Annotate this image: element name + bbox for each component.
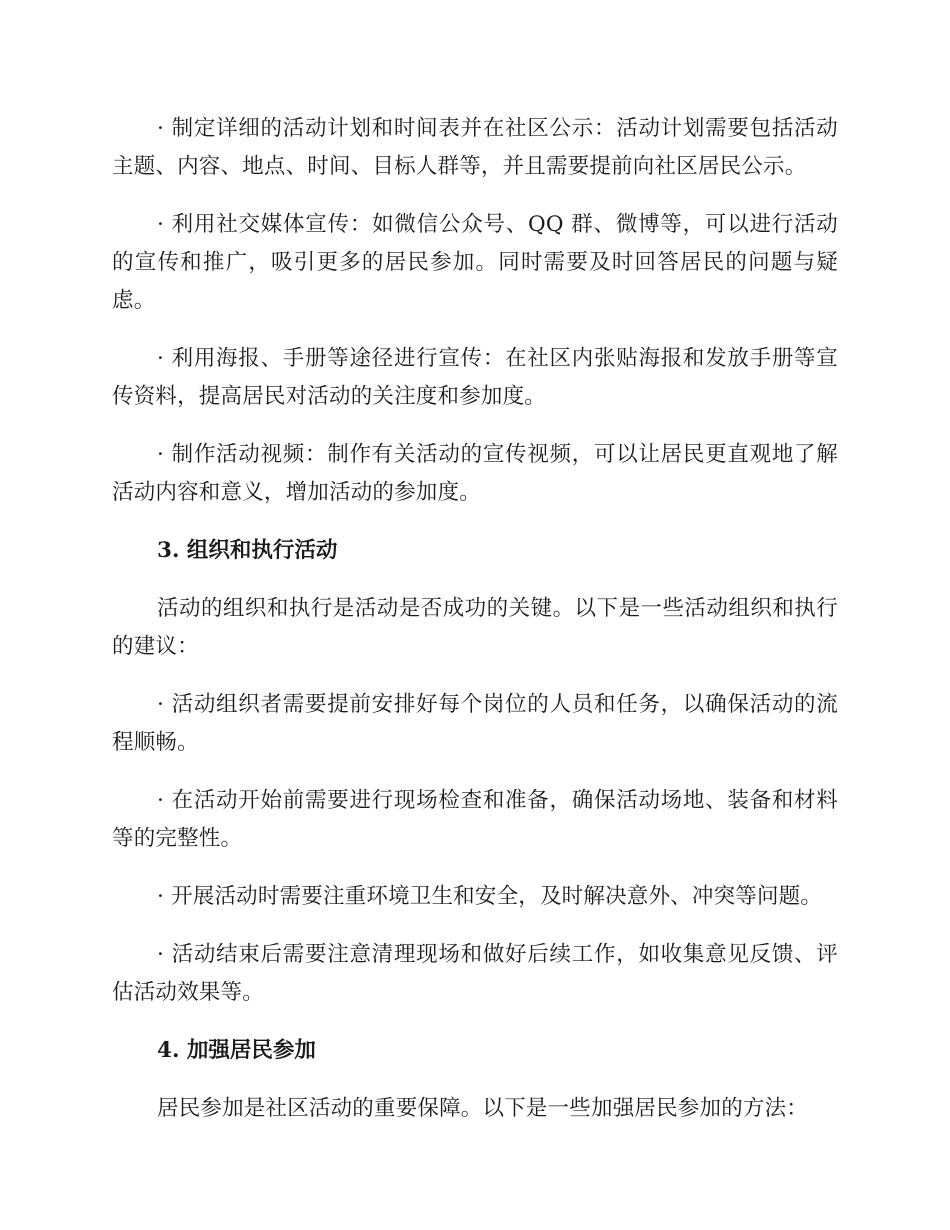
bullet-paragraph-video: · 制作活动视频：制作有关活动的宣传视频，可以让居民更直观地了解活动内容和意义，增加活动的参加度。: [112, 442, 838, 505]
paragraph-participation-intro: 居民参加是社区活动的重要保障。以下是一些加强居民参加的方法：: [157, 1096, 809, 1121]
bullet-paragraph-social-media: · 利用社交媒体宣传：如微信公众号、QQ 群、微博等，可以进行活动的宣传和推广，吸引更多的居民参加。同时需要及时回答居民的问题与疑虑。: [112, 212, 838, 313]
paragraph-organize-intro: 活动的组织和执行是活动是否成功的关键。以下是一些活动组织和执行的建议：: [112, 596, 838, 659]
section-heading-organize: 3. 组织和执行活动: [157, 538, 338, 563]
bullet-paragraph-safety: · 开展活动时需要注重环境卫生和安全，及时解决意外、冲突等问题。: [157, 884, 823, 909]
bullet-paragraph-site-check: · 在活动开始前需要进行现场检查和准备，确保活动场地、装备和材料等的完整性。: [112, 788, 838, 851]
bullet-paragraph-staffing: · 活动组织者需要提前安排好每个岗位的人员和任务，以确保活动的流程顺畅。: [112, 692, 838, 755]
bullet-paragraph-plan: · 制定详细的活动计划和时间表并在社区公示：活动计划需要包括活动主题、内容、地点、时间、目标人群等，并且需要提前向社区居民公示。: [112, 116, 838, 179]
bullet-paragraph-posters: · 利用海报、手册等途径进行宣传：在社区内张贴海报和发放手册等宣传资料，提高居民对活动的关注度和参加度。: [112, 346, 838, 409]
section-heading-participation: 4. 加强居民参加: [157, 1038, 316, 1063]
bullet-paragraph-cleanup: · 活动结束后需要注意清理现场和做好后续工作，如收集意见反馈、评估活动效果等。: [112, 942, 838, 1005]
